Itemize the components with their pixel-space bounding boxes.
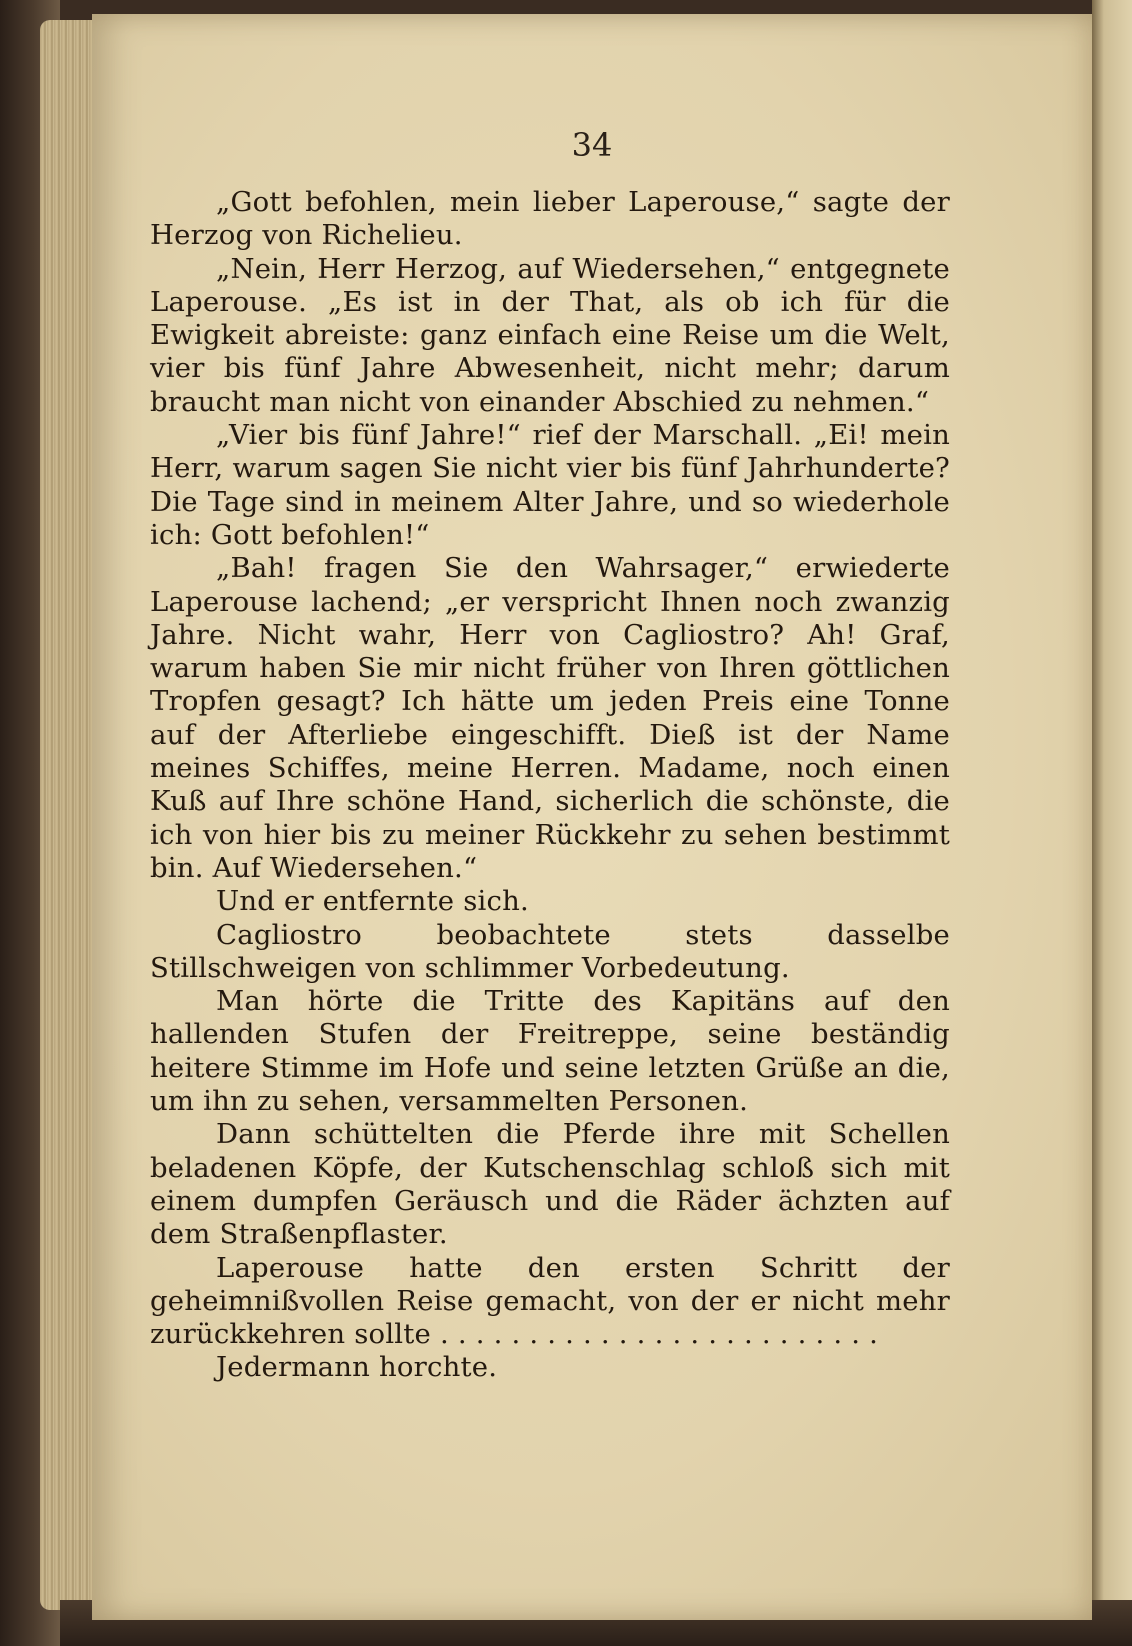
paragraph: „Nein, Herr Herzog, auf Wiedersehen,“ entgegnete Laperouse. „Es ist in der That, als ob ich für die Ewigkeit abreiste: ganz einfach eine Reise um die Welt, vier bis fünf Jahre Abwesenheit, nicht mehr; darum braucht man nicht von einander Abschied zu nehmen.“ [150, 252, 950, 418]
page-number: 34 [571, 126, 613, 164]
facing-page-edge [1092, 0, 1132, 1646]
paragraph: Und er entfernte sich. [216, 885, 529, 918]
paragraph: Laperouse hatte den ersten Schritt der geheimnißvollen Reise gemacht, von der er nicht mehr zurückkehren sollte . . . . . . . . . . . . . . . . . . . . . . . . . [150, 1251, 950, 1351]
paragraph: „Gott befohlen, mein lieber Laperouse,“ sagte der Herzog von Richelieu. [150, 186, 950, 252]
body-text [150, 186, 950, 1385]
paragraph: Cagliostro beobachtete stets dasselbe Stillschweigen von schlimmer Vorbedeutung. [150, 918, 950, 984]
paragraph: „Bah! fragen Sie den Wahrsager,“ erwiederte Laperouse lachend; „er verspricht Ihnen noch zwanzig Jahre. Nicht wahr, Herr von Cagliostro? Ah! Graf, warum haben Sie mir nicht früher von Ihren göttlichen Tropfen gesagt? Ich hätte um jeden Preis eine Tonne auf der Afterliebe eingeschifft. Dieß ist der Name meines Schiffes, meine Herren. Madame, noch einen Kuß auf Ihre schöne Hand, sicherlich die schönste, die ich von hier bis zu meiner Rückkehr zu sehen bestimmt bin. Auf Wiedersehen.“ [150, 552, 950, 884]
paragraph: Dann schüttelten die Pferde ihre mit Schellen beladenen Köpfe, der Kutschenschlag schloß sich mit einem dumpfen Geräusch und die Räder ächzten auf dem Straßenpflaster. [150, 1118, 950, 1251]
paragraph: Man hörte die Tritte des Kapitäns auf den hallenden Stufen der Freitreppe, seine beständig heitere Stimme im Hofe und seine letzten Grüße an die, um ihn zu sehen, versammelten Personen. [150, 985, 950, 1118]
paragraph: Jedermann horchte. [216, 1351, 498, 1384]
paragraph: „Vier bis fünf Jahre!“ rief der Marschall. „Ei! mein Herr, warum sagen Sie nicht vier bis fünf Jahrhunderte? Die Tage sind in meinem Alter Jahre, und so wiederhole ich: Gott befohlen!“ [150, 419, 950, 551]
